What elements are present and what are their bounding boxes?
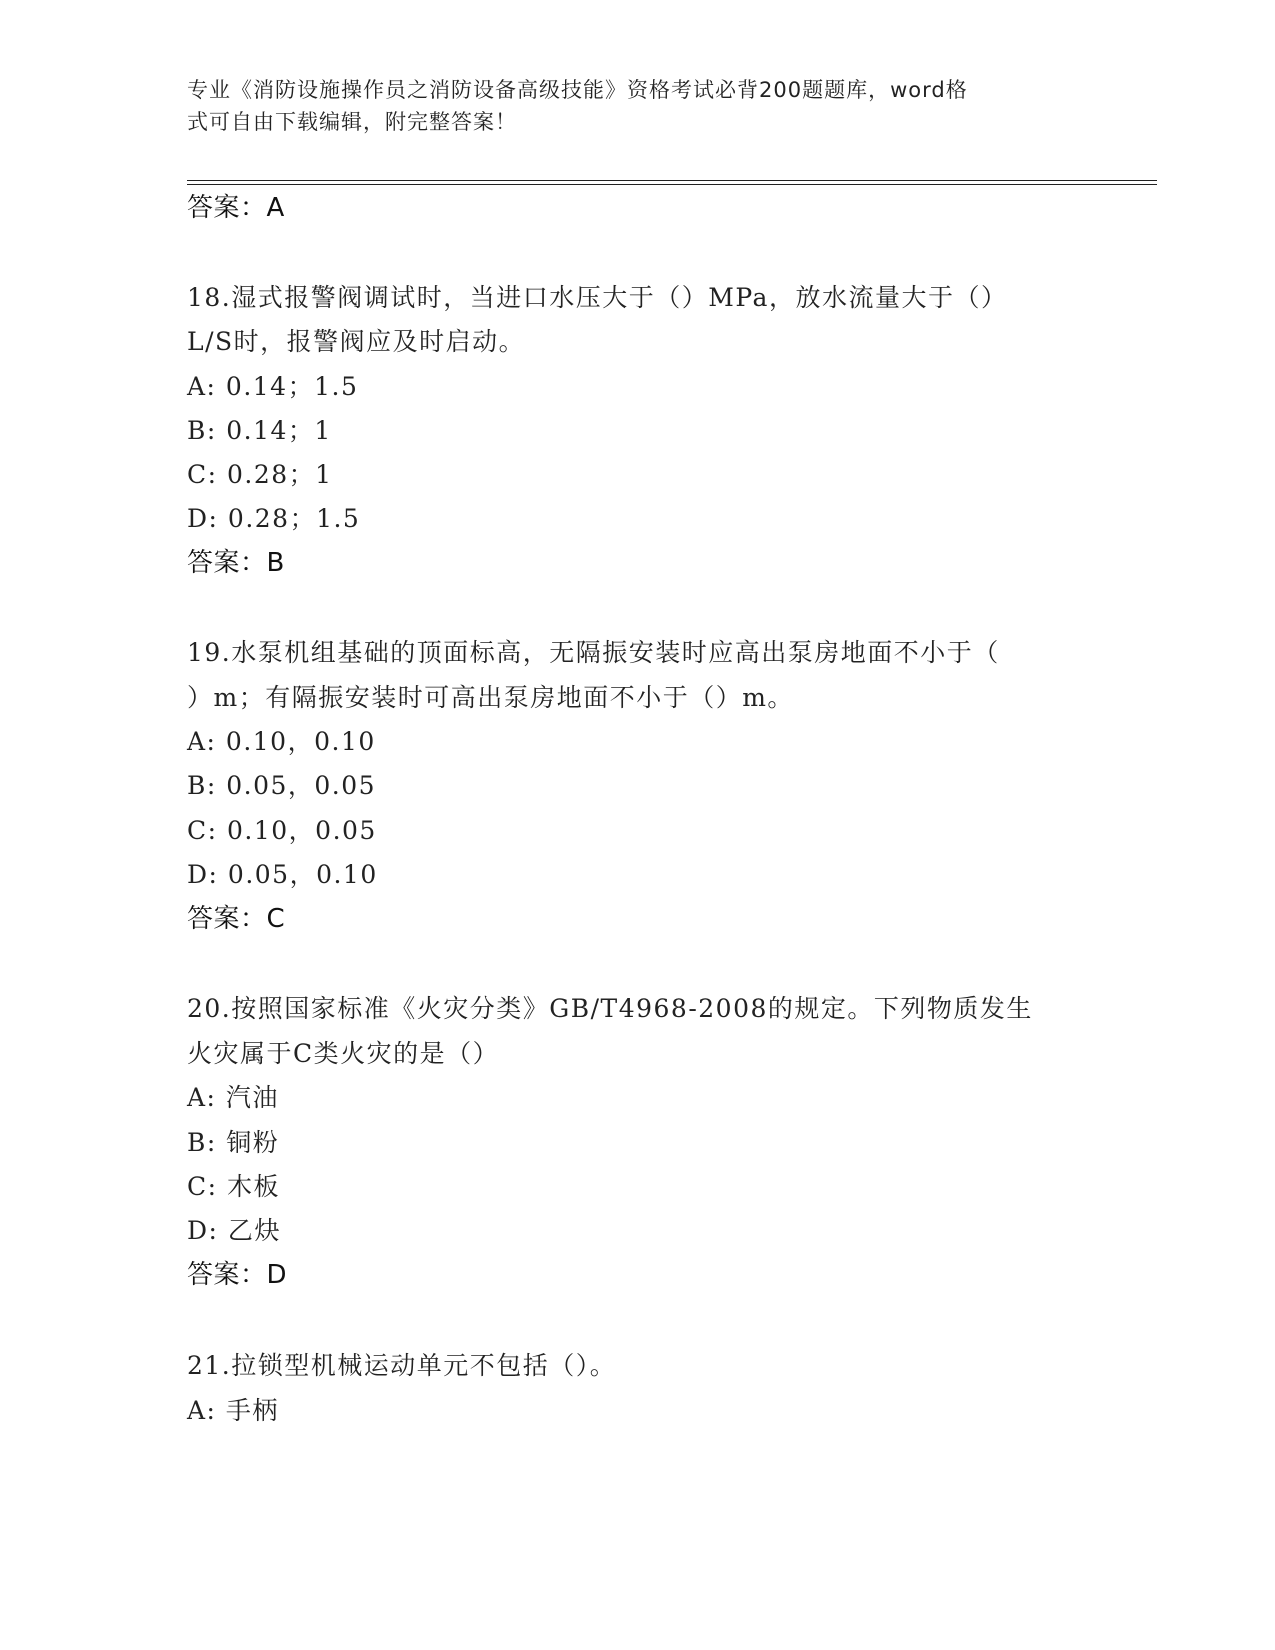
question-19-option-c: C: 0.10，0.05 bbox=[187, 816, 377, 845]
page-header bbox=[187, 74, 1067, 138]
question-19-line-1: 19.水泵机组基础的顶面标高，无隔振安装时应高出泵房地面不小于（ bbox=[187, 638, 1000, 667]
question-19-option-a: A: 0.10，0.10 bbox=[187, 727, 376, 756]
answer-previous: 答案：A bbox=[187, 193, 285, 223]
question-20-line-1: 20.按照国家标准《火灾分类》GB/T4968-2008的规定。下列物质发生 bbox=[187, 994, 1033, 1023]
question-20-answer: 答案：D bbox=[187, 1260, 288, 1290]
question-18-option-b: B: 0.14；1 bbox=[187, 416, 332, 445]
question-18-answer: 答案：B bbox=[187, 548, 285, 578]
question-20-option-d: D: 乙炔 bbox=[187, 1216, 281, 1245]
header-rule-top bbox=[187, 180, 1157, 181]
question-21-line-1: 21.拉锁型机械运动单元不包括（）。 bbox=[187, 1351, 617, 1380]
question-19-line-2: ）m；有隔振安装时可高出泵房地面不小于（）m。 bbox=[187, 683, 794, 712]
question-19-option-d: D: 0.05，0.10 bbox=[187, 860, 378, 889]
question-19-option-b: B: 0.05，0.05 bbox=[187, 771, 377, 800]
question-20-option-b: B: 铜粉 bbox=[187, 1128, 280, 1157]
question-18-option-a: A: 0.14；1.5 bbox=[187, 372, 359, 401]
question-18-option-d: D: 0.28；1.5 bbox=[187, 504, 361, 533]
question-18-option-c: C: 0.28；1 bbox=[187, 460, 333, 489]
question-21-option-a: A: 手柄 bbox=[187, 1396, 279, 1425]
question-20-option-c: C: 木板 bbox=[187, 1172, 280, 1201]
header-line-2: 式可自由下载编辑，附完整答案！ bbox=[187, 110, 517, 134]
question-19-answer: 答案：C bbox=[187, 904, 286, 934]
question-20-option-a: A: 汽油 bbox=[187, 1083, 279, 1112]
question-18-line-1: 18.湿式报警阀调试时，当进口水压大于（）MPa，放水流量大于（） bbox=[187, 283, 1008, 312]
header-rule-bottom bbox=[187, 184, 1157, 185]
header-line-1: 专业《消防设施操作员之消防设备高级技能》资格考试必背200题题库，word格 bbox=[187, 78, 968, 102]
question-18-line-2: L/S时，报警阀应及时启动。 bbox=[187, 327, 526, 356]
question-20-line-2: 火灾属于C类火灾的是（） bbox=[187, 1039, 500, 1068]
